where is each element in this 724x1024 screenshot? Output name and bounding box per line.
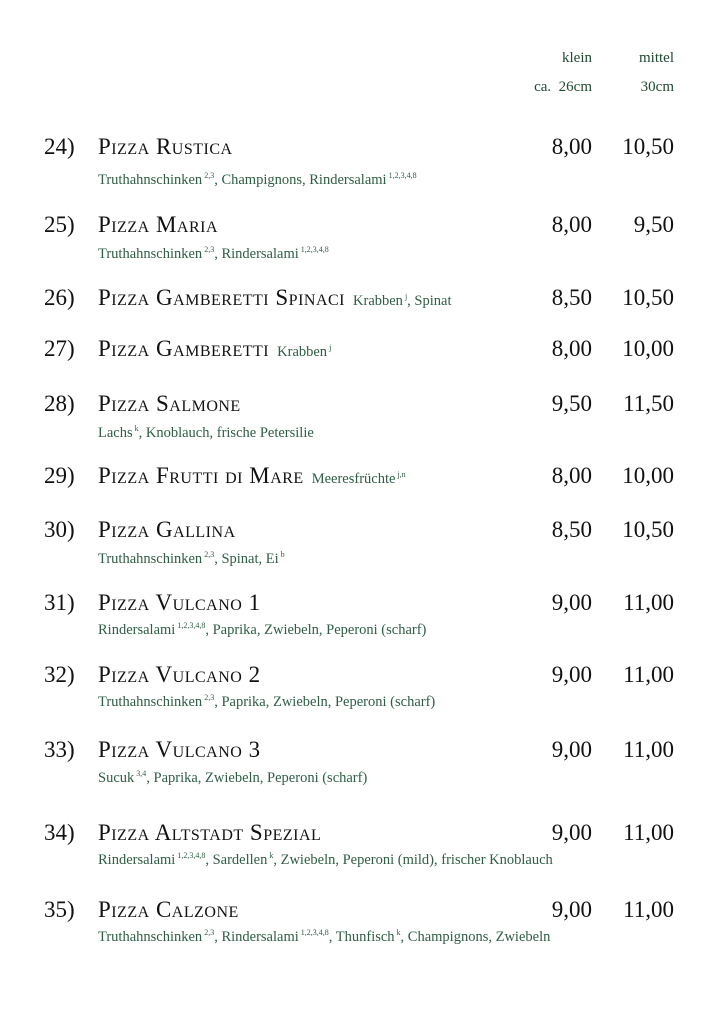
price-medium: 11,00: [623, 897, 674, 922]
item-number: 29): [44, 463, 75, 488]
allergen-code: j: [404, 292, 408, 301]
price-small: 9,00: [551, 820, 592, 845]
allergen-code: 1,2,3,4,8: [300, 928, 329, 937]
price-medium: 10,50: [622, 134, 674, 159]
allergen-code: j,n: [397, 470, 406, 479]
price-medium: 10,50: [622, 285, 674, 310]
item-name-text: Pizza Frutti di Mare: [98, 463, 304, 488]
allergen-code: 2,3: [204, 550, 215, 559]
item-name: [98, 134, 233, 160]
ingredient-text: Rindersalami: [98, 852, 176, 868]
item-description: [98, 928, 550, 946]
item-inline-description: [312, 471, 406, 487]
item-description: [98, 550, 285, 568]
item-description: [98, 621, 426, 639]
allergen-code: 2,3: [204, 693, 215, 702]
item-name-text: Pizza Vulcano 3: [98, 737, 261, 762]
item-number: 30): [44, 517, 75, 542]
allergen-code: k: [269, 851, 274, 860]
item-name-text: Pizza Gallina: [98, 517, 236, 542]
item-name-text: Pizza Calzone: [98, 897, 239, 922]
item-inline-description: [277, 344, 331, 360]
price-small: 8,00: [551, 463, 592, 488]
item-number: 26): [44, 285, 75, 310]
size-medium-dimension: 30cm: [640, 79, 674, 95]
price-medium: 11,00: [623, 662, 674, 687]
ingredient-text: , Rindersalami: [214, 929, 299, 945]
item-number: 25): [44, 212, 75, 237]
ingredient-text: , Rindersalami: [214, 246, 299, 262]
price-medium: 11,50: [623, 391, 674, 416]
price-medium: 11,00: [623, 590, 674, 615]
item-name: [98, 285, 451, 311]
item-description: [98, 171, 417, 189]
allergen-code: 2,3: [204, 171, 215, 180]
item-number: 33): [44, 737, 75, 762]
item-name: [98, 662, 261, 688]
item-name: [98, 463, 406, 489]
item-name: [98, 517, 236, 543]
item-name-text: Pizza Gamberetti Spinaci: [98, 285, 346, 310]
price-small: 9,00: [551, 662, 592, 687]
ingredient-text: Truthahnschinken: [98, 929, 203, 945]
item-name: [98, 212, 218, 238]
item-description: [98, 245, 329, 263]
price-medium: 11,00: [623, 737, 674, 762]
price-small: 9,00: [551, 897, 592, 922]
size-medium-label: mittel: [639, 50, 674, 66]
ingredient-text: , Spinat, Ei: [214, 551, 279, 567]
item-inline-description: [353, 293, 451, 309]
item-name-text: Pizza Salmone: [98, 391, 241, 416]
allergen-code: 1,2,3,4,8: [388, 171, 417, 180]
ingredient-text: , Champignons, Zwiebeln: [400, 929, 551, 945]
allergen-code: j: [329, 343, 332, 352]
ingredient-text: Sucuk: [98, 770, 135, 786]
item-number: 32): [44, 662, 75, 687]
allergen-code: 1,2,3,4,8: [300, 245, 329, 254]
ingredient-text: , Knoblauch, frische Petersilie: [138, 425, 314, 441]
size-small-label: klein: [562, 50, 592, 66]
ingredient-text: , Thunfisch: [328, 929, 395, 945]
ingredient-text: Truthahnschinken: [98, 246, 203, 262]
item-name: [98, 897, 239, 923]
price-small: 8,00: [551, 134, 592, 159]
allergen-code: k: [134, 424, 139, 433]
ingredient-text: , Zwiebeln, Peperoni (mild), frischer Knoblauch: [273, 852, 553, 868]
allergen-code: 1,2,3,4,8: [177, 851, 206, 860]
price-medium: 9,50: [633, 212, 674, 237]
item-description: [98, 851, 553, 869]
item-name: [98, 737, 261, 763]
item-name: [98, 336, 331, 362]
price-small: 8,50: [551, 517, 592, 542]
ingredient-text: Krabben: [277, 344, 328, 360]
ingredient-text: Meeresfrüchte: [311, 471, 396, 487]
item-name-text: Pizza Vulcano 1: [98, 590, 261, 615]
ingredient-text: Truthahnschinken: [98, 694, 203, 710]
item-number: 35): [44, 897, 75, 922]
ingredient-text: , Paprika, Zwiebeln, Peperoni (scharf): [146, 770, 368, 786]
ingredient-text: Rindersalami: [98, 622, 176, 638]
item-description: [98, 424, 314, 442]
ingredient-text: , Champignons, Rindersalami: [214, 172, 387, 188]
allergen-code: 2,3: [204, 928, 215, 937]
item-description: [98, 693, 435, 711]
allergen-code: k: [396, 928, 401, 937]
allergen-code: 1,2,3,4,8: [177, 621, 206, 630]
price-small: 9,50: [551, 391, 592, 416]
price-small: 8,00: [551, 336, 592, 361]
ingredient-text: Lachs: [98, 425, 133, 441]
size-small-dimension: ca. 26cm: [534, 79, 592, 95]
price-medium: 10,00: [622, 336, 674, 361]
item-name-text: Pizza Rustica: [98, 134, 233, 159]
price-small: 8,00: [551, 212, 592, 237]
price-small: 9,00: [551, 737, 592, 762]
item-number: 31): [44, 590, 75, 615]
item-number: 28): [44, 391, 75, 416]
price-small: 8,50: [551, 285, 592, 310]
ingredient-text: Truthahnschinken: [98, 551, 203, 567]
item-number: 27): [44, 336, 75, 361]
item-name: [98, 820, 321, 846]
item-name-text: Pizza Vulcano 2: [98, 662, 261, 687]
item-number: 34): [44, 820, 75, 845]
ingredient-text: Krabben: [353, 293, 403, 309]
price-medium: 11,00: [623, 820, 674, 845]
allergen-code: b: [280, 550, 285, 559]
allergen-code: 2,3: [204, 245, 215, 254]
ingredient-text: Truthahnschinken: [98, 172, 203, 188]
ingredient-text: , Paprika, Zwiebeln, Peperoni (scharf): [214, 694, 436, 710]
ingredient-text: , Paprika, Zwiebeln, Peperoni (scharf): [205, 622, 427, 638]
item-name: [98, 590, 261, 616]
ingredient-text: , Sardellen: [205, 852, 268, 868]
ingredient-text: , Spinat: [407, 293, 452, 309]
price-small: 9,00: [551, 590, 592, 615]
item-name-text: Pizza Maria: [98, 212, 219, 237]
item-number: 24): [44, 134, 75, 159]
price-medium: 10,00: [622, 463, 674, 488]
item-name: [98, 391, 241, 417]
allergen-code: 3,4: [136, 769, 147, 778]
price-medium: 10,50: [622, 517, 674, 542]
item-name-text: Pizza Altstadt Spezial: [98, 820, 322, 845]
item-description: [98, 769, 367, 787]
item-name-text: Pizza Gamberetti: [98, 336, 270, 361]
